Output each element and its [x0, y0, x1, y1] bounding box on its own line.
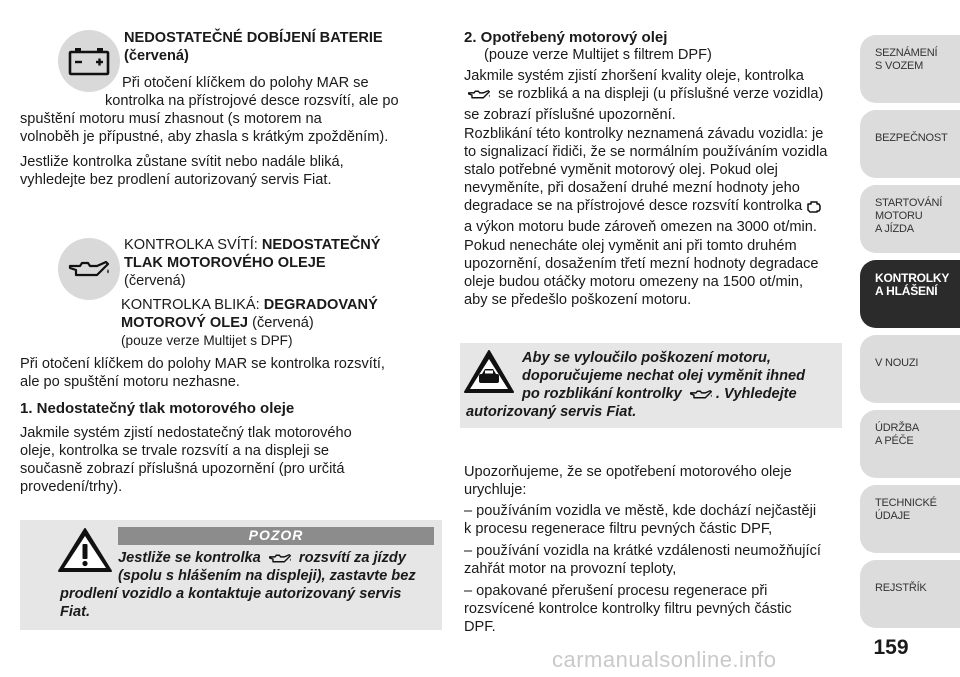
oil-paragraph-5: Pokud nenecháte olej vyměnit ani při tomto druhém upozornění, dosažením třetí mezní hodnoty degradace oleje budou otáčky motoru omezeny na 1500 ot/min, aby se předešlo poškození motoru.	[464, 238, 819, 308]
battery-paragraph-1: Při otočení klíčkem do polohy MAR se kontrolka na přístrojové desce rozsvítí, ale po	[105, 75, 399, 109]
tab-bezpecnost[interactable]: BEZPEČNOST	[860, 110, 960, 178]
battery-title: NEDOSTATEČNÉ DOBÍJENÍ BATERIE (červená)	[124, 30, 383, 64]
note-text: Aby se vyloučilo poškození motoru, doporučujeme nechat olej vyměnit ihned po rozblikání kontrolky . Vyhledejte	[522, 349, 840, 406]
tab-kontrolky-a-hlaseni[interactable]: KONTROLKY A HLÁŠENÍ	[860, 260, 960, 328]
page-number: 159	[873, 636, 909, 659]
bullet-item-3: – opakované přerušení procesu regenerace při rozsvícené kontrolce kontrolky filtru pevných částic DPF.	[464, 583, 792, 635]
watermark-text: carmanualsonline.info	[552, 647, 777, 672]
bullet-item-2: – používání vozidla na krátké vzdálenosti neumožňující zahřát motor na provozní teploty,	[464, 543, 821, 577]
oil-heading-2: 2. Opotřebený motorový olej	[464, 29, 668, 46]
tab-udrzba-a-pece[interactable]: ÚDRŽBA A PÉČE	[860, 410, 960, 478]
tab-seznameni-s-vozem[interactable]: SEZNÁMENÍ S VOZEM	[860, 35, 960, 103]
pozor-label: POZOR	[118, 527, 434, 545]
oil-paragraph-2: Jakmile systém zjistí nedostatečný tlak motorového oleje, kontrolka se trvale rozsvítí a na displeji se současně zobrazí příslušná upozornění (pro určitá provedení/trhy).	[20, 425, 352, 495]
note-text-cont: autorizovaný servis Fiat.	[466, 404, 637, 420]
engine-failure-inline-icon	[806, 200, 822, 218]
oil-paragraph-4: Rozblikání této kontrolky neznamená závadu vozidla: je to signalizací řidiči, že se normálním používáním vozidla stalo potřebné vyměnit motorový olej. Pokud olej nevyměníte, při dosažení druhé mezní hodnoty jeho degradace se na přístrojové desce rozsvítí kontrolka a výkon motoru bude zároveň omezen na 3000 ot/min.	[464, 126, 828, 235]
oil-heading-1: 1. Nedostatečný tlak motorového oleje	[20, 400, 295, 417]
oil-can-icon	[58, 238, 120, 300]
oil-paragraph-1: Při otočení klíčkem do polohy MAR se kontrolka rozsvítí, ale po spuštění motoru nezhasne.	[20, 356, 385, 390]
chapter-nav	[860, 0, 960, 677]
tab-rejstrik[interactable]: REJSTŘÍK	[860, 560, 960, 628]
battery-paragraph-1-cont: spuštění motoru musí zhasnout (s motorem na volnoběh je přípustné, aby zhasla s krátkým zpožděním).	[20, 111, 389, 145]
pozor-text-cont: (spolu s hlášením na displeji), zastavte bez prodlení vozidlo a kontaktuje autorizovaný servis Fiat.	[60, 568, 416, 620]
tab-v-nouzi[interactable]: V NOUZI	[860, 335, 960, 403]
battery-paragraph-2: Jestliže kontrolka zůstane svítit nebo nadále bliká, vyhledejte bez prodlení autorizovaný servis Fiat.	[20, 154, 344, 188]
oil-paragraph-3: Jakmile systém zjistí zhoršení kvality oleje, kontrolka se rozbliká a na displeji (u příslušné verze vozidla) se zobrazí příslušné upozornění.	[464, 68, 824, 123]
car-warning-triangle-icon	[462, 348, 516, 401]
pozor-text: Jestliže se kontrolka rozsvítí za jízdy	[118, 549, 438, 570]
oil-paragraph-6: Upozorňujeme, že se opotřebení motorového oleje urychluje:	[464, 464, 792, 498]
oil-blink-heading: KONTROLKA BLIKÁ: DEGRADOVANÝ MOTOROVÝ OLEJ (červená) (pouze verze Multijet s DPF)	[121, 297, 378, 348]
tab-startovani-motoru[interactable]: STARTOVÁNÍ MOTORU A JÍZDA	[860, 185, 960, 253]
tab-technicke-udaje[interactable]: TECHNICKÉ ÚDAJE	[860, 485, 960, 553]
oil-lit-heading: KONTROLKA SVÍTÍ: NEDOSTATEČNÝ TLAK MOTOROVÉHO OLEJE (červená)	[124, 237, 381, 289]
oil-heading-2-note: (pouze verze Multijet s filtrem DPF)	[484, 47, 712, 63]
oil-can-inline-icon	[464, 88, 494, 106]
bullet-item-1: – používáním vozidla ve městě, kde dochází nejčastěji k procesu regenerace filtru pevných částic DPF,	[464, 503, 817, 537]
